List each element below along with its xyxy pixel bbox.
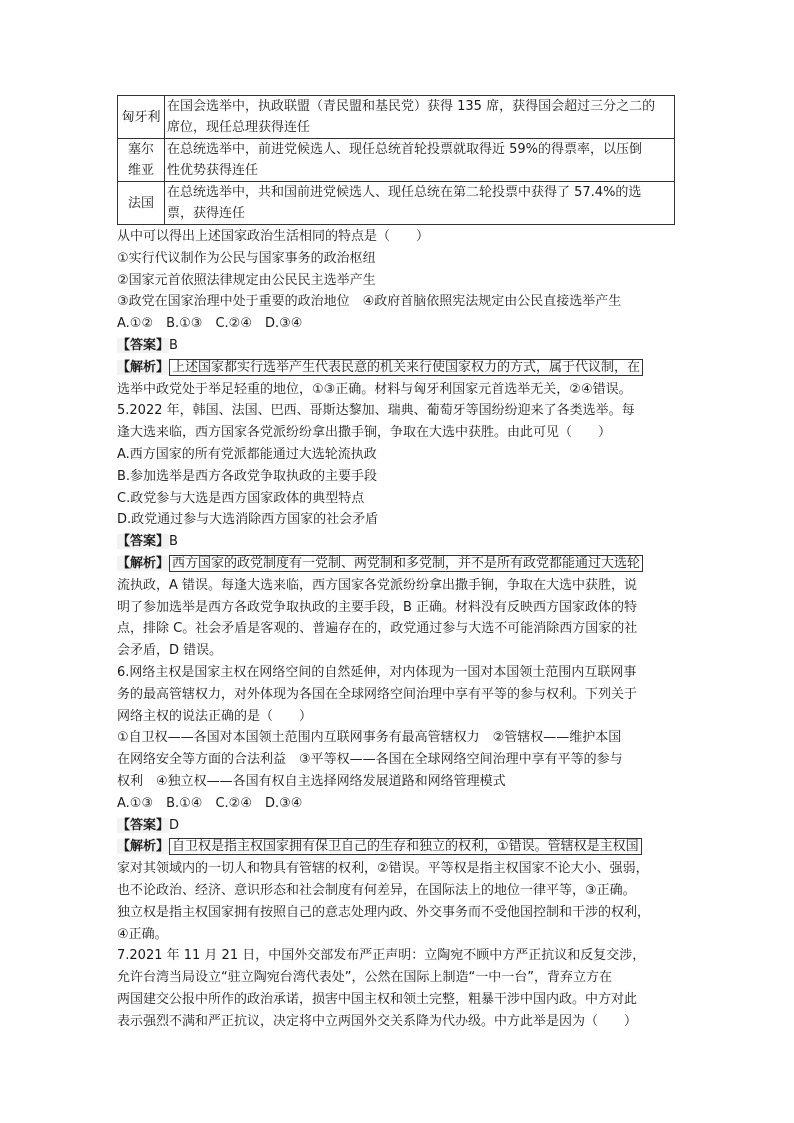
question-6-analysis [117,836,677,858]
answer-value: D [169,817,180,833]
question-6-choices: A.①③ B.①④ C.②④ D.③④ [117,795,303,811]
country-cell [118,139,165,182]
analysis-text: 上述国家都实行选举产生代表民意的机关来行使国家权力的方式，属于代议制，在 [169,359,643,376]
question-5-answer [117,531,677,553]
document-page [117,95,677,1032]
description-cell [165,182,675,225]
country-line: 维亚 [127,163,154,178]
question-5-option-d: D.政党通过参与大选消除西方国家的社会矛盾 [117,512,379,528]
country-line: 塞尔 [127,142,154,157]
cell-line: 在国会选举中，执政联盟（青民盟和基民党）获得 135 席，获得国会超过三分之二的 [167,99,656,114]
analysis-line: 流执政，A 错误。每逢大选来临，西方国家各党派纷纷拿出撒手锏，争取在大选中获胜，说 [117,577,638,593]
question-6-option: 在网络安全等方面的合法利益 ③平等权——各国在全球网络空间治理中享有平等的参与 [117,752,623,768]
question-5-option-b: B.参加选举是西方各政党争取执政的主要手段 [117,468,378,484]
cell-line: 在总统选举中，前进党候选人、现任总统首轮投票就取得近 59%的得票率，以压倒 [167,142,643,157]
analysis-line: 会矛盾，D 错误。 [117,643,223,659]
question-7-stem: 表示强烈不满和严正抗议，决定将中立两国外交关系降为代办级。中方此举是因为（ ） [117,1013,638,1029]
analysis-line: 独立权是指主权国家拥有按照自己的意志处理内政、外交事务而不受他国控制和干涉的权利， [117,904,651,920]
question-body [117,226,677,1032]
table-row [118,182,675,225]
cell-line: 性优势获得连任 [167,163,259,178]
analysis-line: 选举中政党处于举足轻重的地位，①③正确。材料与匈牙利国家元首选举无关，②④错误。 [117,381,632,397]
question-5-stem: 5.2022 年，韩国、法国、巴西、哥斯达黎加、瑞典、葡萄牙等国纷纷迎来了各类选举。每 [117,403,635,419]
analysis-line: 点，排除 C。社会矛盾是客观的、普遍存在的，政党通过参与大选不可能消除西方国家的社 [117,621,638,637]
question-4-option: ①实行代议制作为公民与国家事务的政治枢纽 [117,250,376,266]
question-5-option-a: A.西方国家的所有党派都能通过大选轮流执政 [117,446,377,462]
analysis-line: 也不论政治、经济、意识形态和社会制度有何差异，在国际法上的地位一律平等，③正确。 [117,882,636,898]
table-row [118,139,675,182]
question-4-option: ③政党在国家治理中处于重要的政治地位 ④政府首脑依照宪法规定由公民直接选举产生 [117,294,622,310]
question-6-stem: 网络主权的说法正确的是（ ） [117,708,313,724]
question-7-stem: 7.2021 年 11 月 21 日，中国外交部发布严正声明：立陶宛不顾中方严正抗议和反复交涉， [117,948,646,964]
question-6-option: 权利 ④独立权——各国有权自主选择网络发展道路和网络管理模式 [117,773,506,789]
description-cell [165,96,675,139]
question-7-stem: 允许台湾当局设立“驻立陶宛台湾代表处”，公然在国际上制造“一中一台”，背弃立方在 [117,970,612,986]
cell-line: 票，获得连任 [167,206,246,221]
question-4-choices: A.①② B.①③ C.②④ D.③④ [117,316,303,332]
question-6-stem: 务的最高管辖权力，对外体现为各国在全球网络空间治理中享有平等的参与权利。下列关于 [117,686,638,702]
answer-tag: 【答案】 [117,817,170,833]
answer-tag: 【答案】 [117,534,170,550]
question-4-option: ②国家元首依照法律规定由公民民主选举产生 [117,272,376,288]
question-5-stem: 逢大选来临，西方国家各党派纷纷拿出撒手锏，争取在大选中获胜。由此可见（ ） [117,425,612,441]
question-4-answer [117,335,677,357]
analysis-text: 西方国家的政党制度有一党制、两党制和多党制，并不是所有政党都能通过大选轮 [169,555,643,572]
country-cell: 法国 [118,182,165,225]
question-5-option-c: C.政党参与大选是西方国家政体的典型特点 [117,490,365,506]
answer-value: B [169,534,178,550]
question-6-answer [117,815,677,837]
analysis-line: 明了参加选举是西方各政党争取执政的主要手段，B 正确。材料没有反映西方国家政体的特 [117,599,638,615]
country-cell: 匈牙利 [118,96,165,139]
analysis-tag: 【解析】 [117,839,170,855]
analysis-text: 自卫权是指主权国家拥有保卫自己的生存和独立的权利，①错误。管辖权是主权国 [169,838,642,855]
question-6-stem: 6.网络主权是国家主权在网络空间的自然延伸，对内体现为一国对本国领土范围内互联网事 [117,664,637,680]
question-4-analysis [117,357,677,379]
cell-line: 在总统选举中，共和国前进党候选人、现任总统在第二轮投票中获得了 57.4%的选 [167,185,642,200]
question-7-stem: 两国建交公报中所作的政治承诺，损害中国主权和领土完整，粗暴干涉中国内政。中方对此 [117,991,638,1007]
cell-line: 席位，现任总理获得连任 [167,120,311,135]
analysis-tag: 【解析】 [117,359,170,375]
table-row [118,96,675,139]
analysis-tag: 【解析】 [117,555,170,571]
answer-tag: 【答案】 [117,337,170,353]
analysis-line: 家对其领域内的一切人和物具有管辖的权利，②错误。平等权是指主权国家不论大小、强弱， [117,861,649,877]
analysis-line: ④正确。 [117,926,168,942]
answer-value: B [169,337,178,353]
description-cell [165,139,675,182]
question-6-option: ①自卫权——各国对本国领土范围内互联网事务有最高管辖权力 ②管辖权——维护本国 [117,730,622,746]
question-4-stem: 从中可以得出上述国家政治生活相同的特点是（ ） [117,229,430,244]
question-5-analysis [117,553,677,575]
election-table [117,95,675,225]
